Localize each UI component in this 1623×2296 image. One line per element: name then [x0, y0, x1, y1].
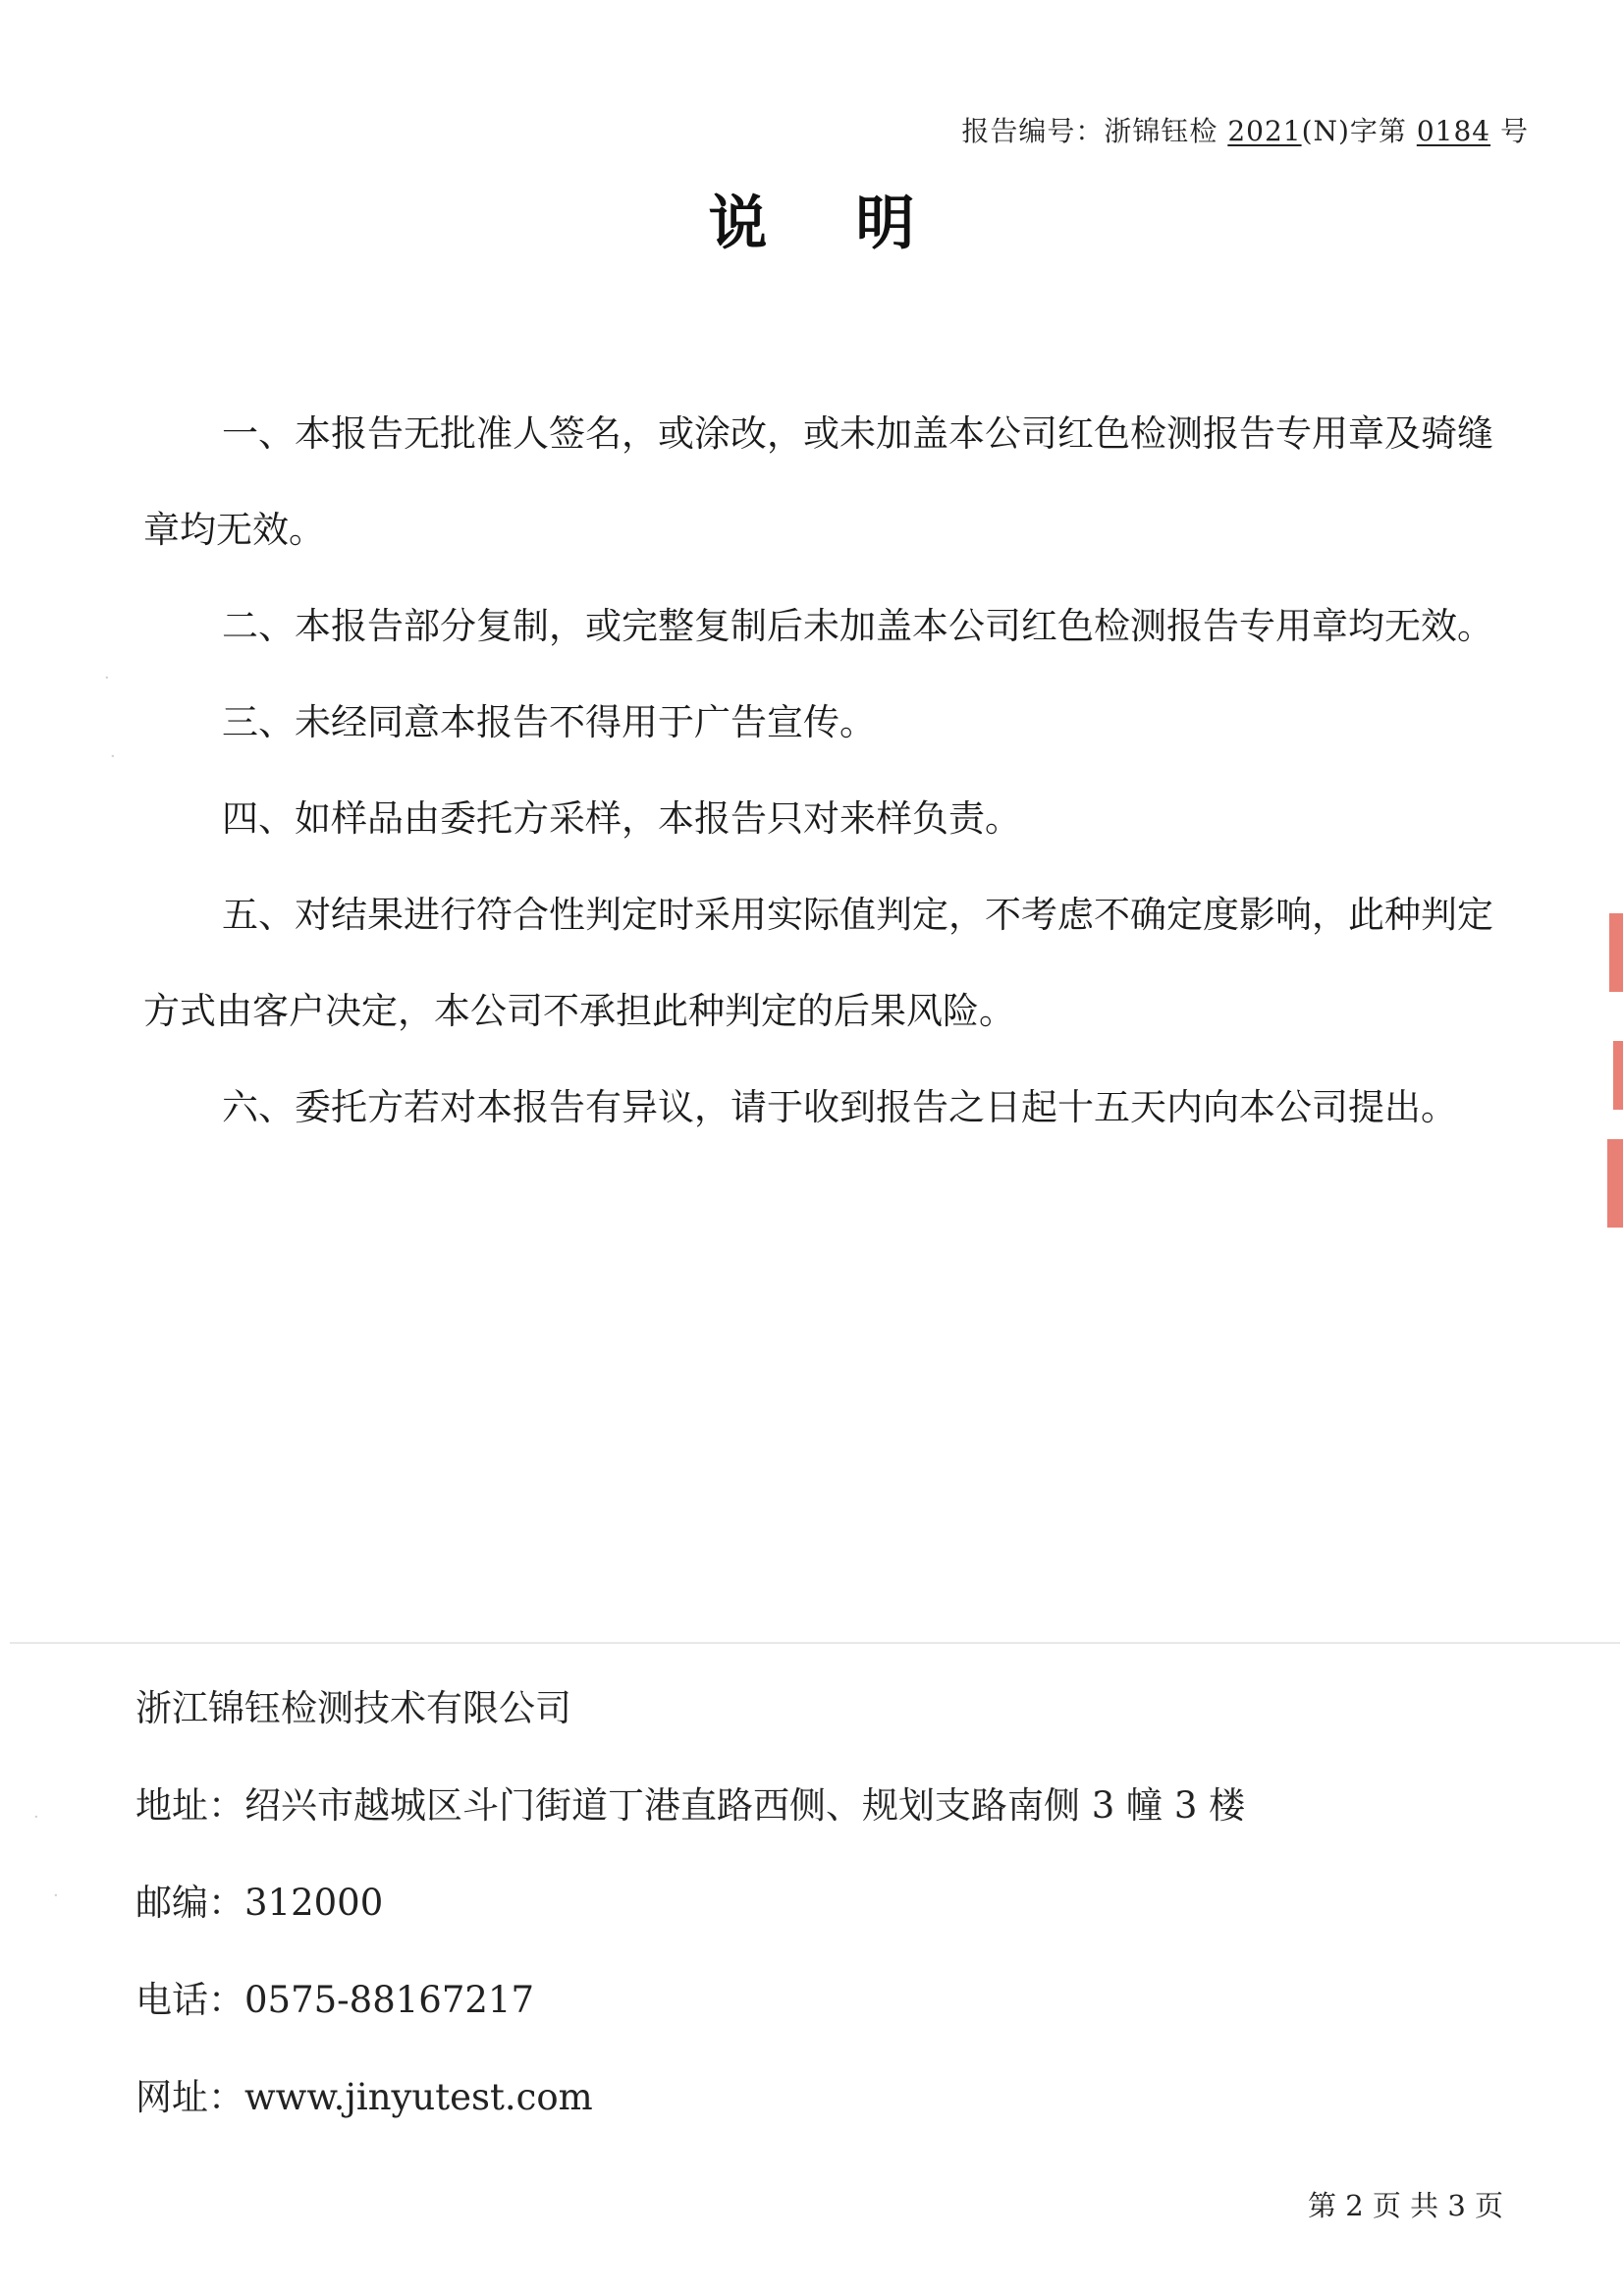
section-divider [10, 1642, 1620, 1644]
company-name: 浙江锦钰检测技术有限公司 [135, 1687, 571, 1729]
company-info [135, 1660, 1245, 2146]
company-address: 地址：绍兴市越城区斗门街道丁港直路西侧、规划支路南侧 3 幢 3 楼 [135, 1784, 1246, 1827]
clause-item: 三、未经同意本报告不得用于广告宣传。 [222, 701, 876, 743]
report-number-suffix: 号 [1490, 115, 1529, 147]
seam-stamp-edge [1597, 913, 1623, 1228]
page-number: 第 2 页 共 3 页 [1308, 2189, 1503, 2222]
company-postcode: 邮编：312000 [135, 1882, 384, 1924]
scan-artifact: · [53, 1886, 59, 1906]
clause-item: 二、本报告部分复制，或完整复制后未加盖本公司红色检测报告专用章均无效。 [222, 605, 1493, 647]
clause-item: 一、本报告无批准人签名，或涂改，或未加盖本公司红色检测报告专用章及骑缝章均无效。 [143, 412, 1493, 551]
stamp-fragment [1609, 913, 1623, 992]
company-website: 网址：www.jinyutest.com [135, 2076, 593, 2118]
clause-item: 五、对结果进行符合性判定时采用实际值判定，不考虑不确定度影响，此种判定方式由客户决定，本公司不承担此种判定的后果风险。 [143, 894, 1493, 1032]
report-serial: 0184 [1416, 115, 1491, 147]
report-number-prefix: 报告编号：浙锦钰检 [961, 115, 1228, 147]
clause-item: 六、委托方若对本报告有异议，请于收到报告之日起十五天内向本公司提出。 [222, 1086, 1457, 1128]
stamp-fragment [1613, 1041, 1623, 1110]
stamp-fragment [1607, 1139, 1623, 1228]
report-number-mid: (N)字第 [1301, 115, 1417, 147]
scan-artifact: · [110, 746, 116, 767]
report-number [961, 110, 1529, 149]
report-year: 2021 [1227, 115, 1302, 147]
clause-item: 四、如样品由委托方采样，本报告只对来样负责。 [222, 797, 1021, 840]
clause-list [143, 386, 1518, 1156]
page-title: 说明 [708, 190, 1003, 258]
scan-artifact: · [104, 668, 110, 688]
scan-artifact: · [33, 1807, 39, 1828]
company-phone: 电话：0575-88167217 [135, 1979, 534, 2021]
